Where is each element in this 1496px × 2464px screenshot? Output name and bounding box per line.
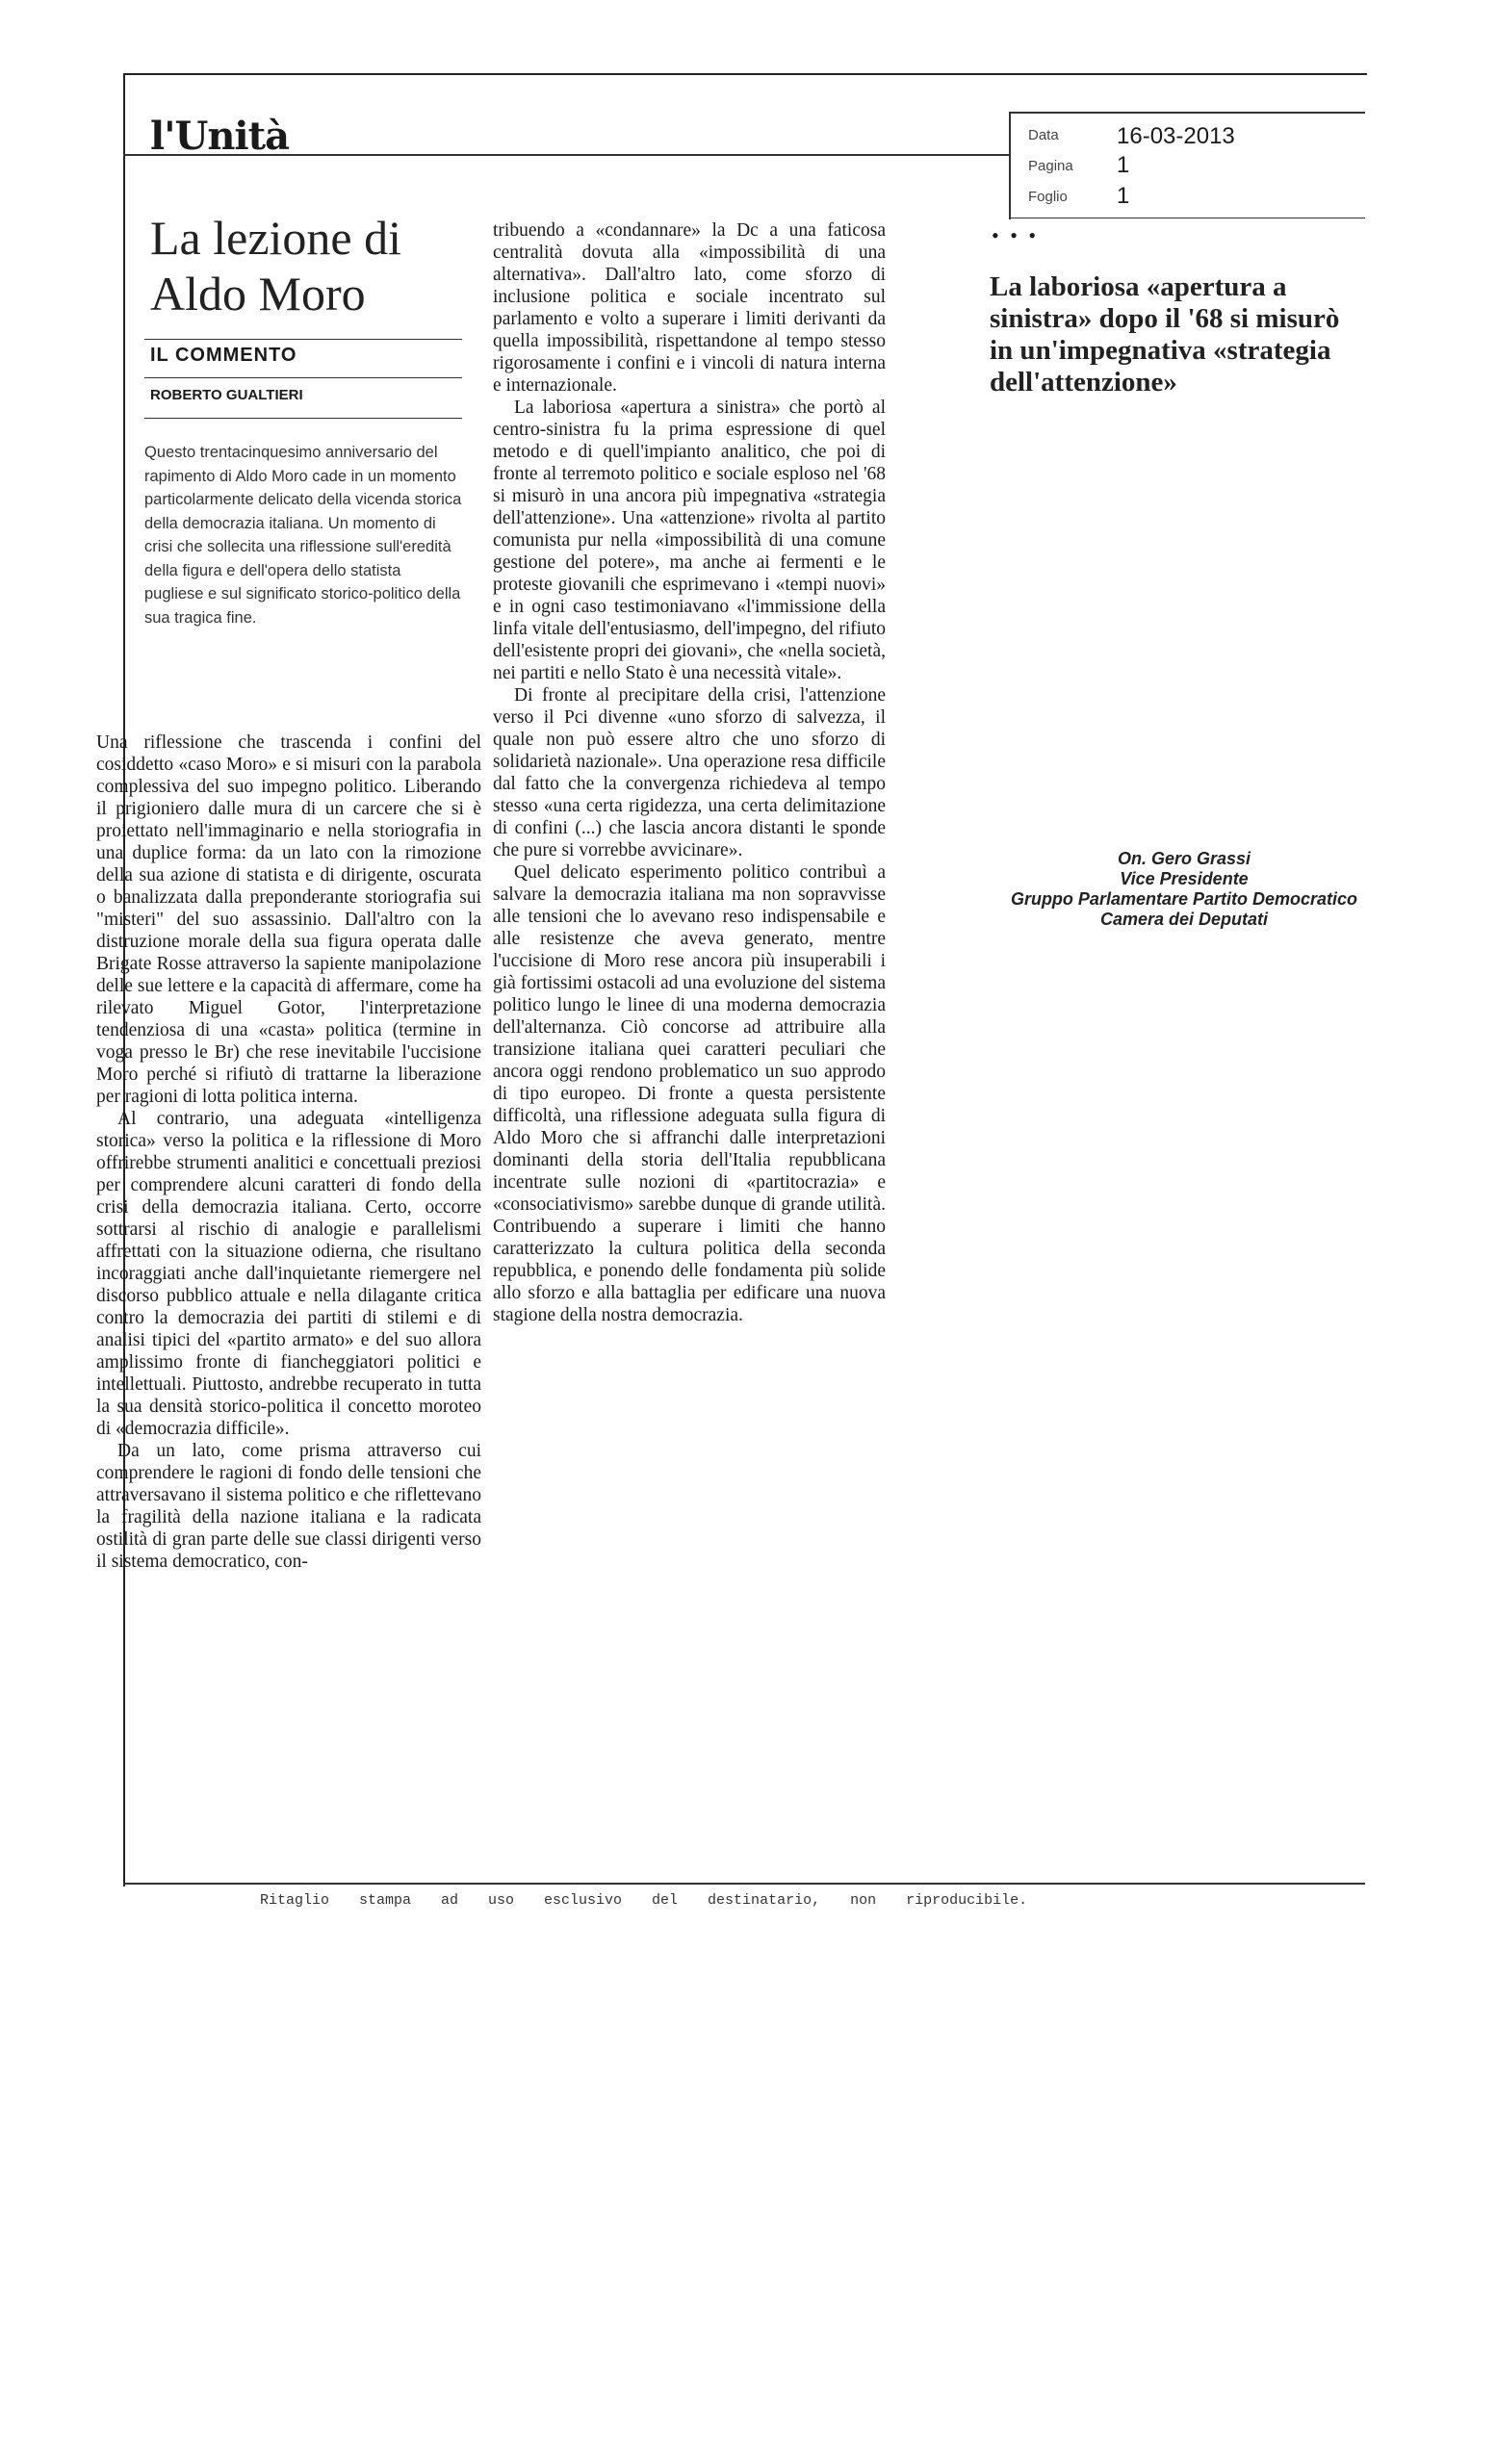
header-right-rule [1009, 112, 1011, 219]
date-label: Data [1028, 127, 1059, 143]
article-column-1 [96, 732, 481, 1573]
date-value: 16-03-2013 [1117, 123, 1235, 149]
article-lede: Questo trentacinquesimo anniversario del rapimento di Aldo Moro cade in un momento particolarmente delicato della vicenda storica della democrazia italiana. Un momento di crisi che sollecita una riflessione sull'eredità della figura e dell'opera dello statista pugliese e sul significato storico-politico della sua tragica fine. [144, 444, 462, 627]
kicker-rule [144, 339, 462, 340]
paragraph: Da un lato, come prisma attraverso cui comprendere le ragioni di fondo delle tensioni che attraversavano il sistema politico e che riflettevano la fragilità della nazione italiana e la radicata ostilità di gran parte delle sue classi dirigenti verso il sistema democratico, con- [96, 1441, 481, 1572]
clipping-notice: Ritaglio stampa ad uso esclusivo del destinatario, non riproducibile. [260, 1892, 1028, 1909]
sheet-value: 1 [1117, 183, 1130, 209]
paragraph: Di fronte al precipitare della crisi, l'attenzione verso il Pci divenne «uno sforzo di salvezza, il quale non può essere altro che uno sforzo di solidarietà nazionale». Una operazione resa difficile dal fatto che la convergenza richiedeva al tempo stesso «una certa rigidezza, una certa delimitazione di confini (...) che lascia ancora distanti le sponde che pure si vorrebbe avvicinare». [493, 685, 886, 860]
paragraph: Una riflessione che trascenda i confini del cosiddetto «caso Moro» e si misuri con la parabola complessiva del suo impegno politico. Liberando il prigioniero dalle mura di un carcere che si è proiettato nell'immaginario e nella storiografia in una duplice forma: da un lato con la rimozione della sua azione di statista e di dirigente, oscurata o banalizzata dalla preponderante storiografia sui "misteri" del suo assassinio. Dall'altro con la distruzione morale della sua figura operata dalle Brigate Rosse attraverso la sapiente manipolazione delle sue lettere e la capacità di affermare, come ha rilevato Miguel Gotor, l'interpretazione tendenziosa di una «casta» politica (termine in voga presso le Br) che rese inevitabile l'uccisione Moro perché si rifiutò di trattarne la liberazione per ragioni di lotta politica interna. [96, 732, 481, 1107]
paragraph: La laboriosa «apertura a sinistra» che portò al centro-sinistra fu la prima espressione di quel metodo e di quell'impianto analitico, che poi di fronte al terremoto politico e sociale esploso nel '68 si misurò in una ancora più impegnativa «strategia dell'attenzione». Una «attenzione» rivolta al partito comunista pur nella «impossibilità di una comune gestione del potere», ma anche ai fermenti e le proteste giovanili che esprimevano i «tempi nuovi» e in ogni caso testimoniavano «l'immissione della linfa vitale dell'entusiasmo, dell'impegno, del rifiuto dell'esistente propri dei giovani», che «nella società, nei partiti e nello Stato è una necessità vitale». [493, 398, 886, 683]
footer-rule [123, 1883, 1365, 1885]
paragraph: Quel delicato esperimento politico contribuì a salvare la democrazia italiana ma non sopravvisse alle tensioni che lo avevano reso indispensabile e alle resistenze che aveva generato, mentre l'uccisione di Moro rese ancora più insuperabili i già fortissimi ostacoli ad una evoluzione del sistema politico lungo le linee di una moderna democrazia dell'alternanza. Ciò concorse ad attribuire alla transizione italiana quei caratteri peculiari che ancora oggi rendono problematico un suo approdo di tipo europeo. Di fronte a questa persistente difficoltà, una riflessione adeguata sulla figura di Aldo Moro che si affranchi dalle interpretazioni dominanti della storia dell'Italia repubblicana incentrate sulle nozioni di «partitocrazia» e «consociativismo» sarebbe dunque di grande utilità. Contribuendo a superare i limiti che hanno caratterizzato la cultura politica della seconda repubblica, e ponendo delle fondamenta più solide allo sforzo e alla battaglia per edificare una nuova stagione della nostra democrazia. [493, 862, 886, 1325]
section-kicker: IL COMMENTO [150, 345, 297, 366]
article-column-2 [493, 219, 886, 1326]
pullquote-dots: • • • [992, 223, 1040, 247]
signature-group: Gruppo Parlamentare Partito Democratico [1010, 889, 1358, 909]
paragraph: tribuendo a «condannare» la Dc a una faticosa centralità dovuta alla «impossibilità di una alternativa». Dall'altro lato, come sforzo di inclusione politica e sociale incentrato sul parlamento e volto a superare i limiti derivanti da quella impossibilità, rispettandone al tempo stesso rigorosamente i confini e i vincoli di natura interna e internazionale. [493, 220, 886, 396]
signature-name: On. Gero Grassi [1117, 849, 1251, 868]
paragraph: Al contrario, una adeguata «intelligenza storica» verso la politica e la riflessione di Moro offrirebbe strumenti analitici e concettuali preziosi per comprendere alcuni caratteri di fondo della crisi della democrazia italiana. Certo, occorre sottrarsi al rischio di analogie e parallelismi affrettati con la situazione odierna, che risultano incoraggiati anche dall'inquietante riemergere nel discorso pubblico attuale e nella dilagante critica contro la democrazia dei partiti di stilemi e di analisi tipici del «partito armato» e del suo allora amplissimo fronte di fiancheggiatori politici e intellettuali. Piuttosto, andrebbe recuperato in tutta la sua densità storico-politica il concetto moroteo di «democrazia difficile». [96, 1109, 481, 1439]
byline-rule-bottom [144, 418, 462, 419]
meta-box-top [1009, 112, 1365, 114]
page-value: 1 [1117, 152, 1130, 178]
pullquote: La laboriosa «apertura a sinistra» dopo il '68 si misurò in un'impegnativa «strategia dell'attenzione» [990, 271, 1340, 398]
sheet-label: Foglio [1028, 189, 1068, 205]
byline-rule-top [144, 377, 462, 378]
signature-block [972, 849, 1396, 930]
signature-role: Vice Presidente [1120, 869, 1249, 888]
article-byline: ROBERTO GUALTIERI [150, 387, 303, 403]
page-label: Pagina [1028, 158, 1073, 174]
newspaper-logo: l'Unità [150, 114, 289, 159]
signature-chamber: Camera dei Deputati [1099, 910, 1269, 929]
article-headline: La lezione di Aldo Moro [150, 211, 401, 321]
